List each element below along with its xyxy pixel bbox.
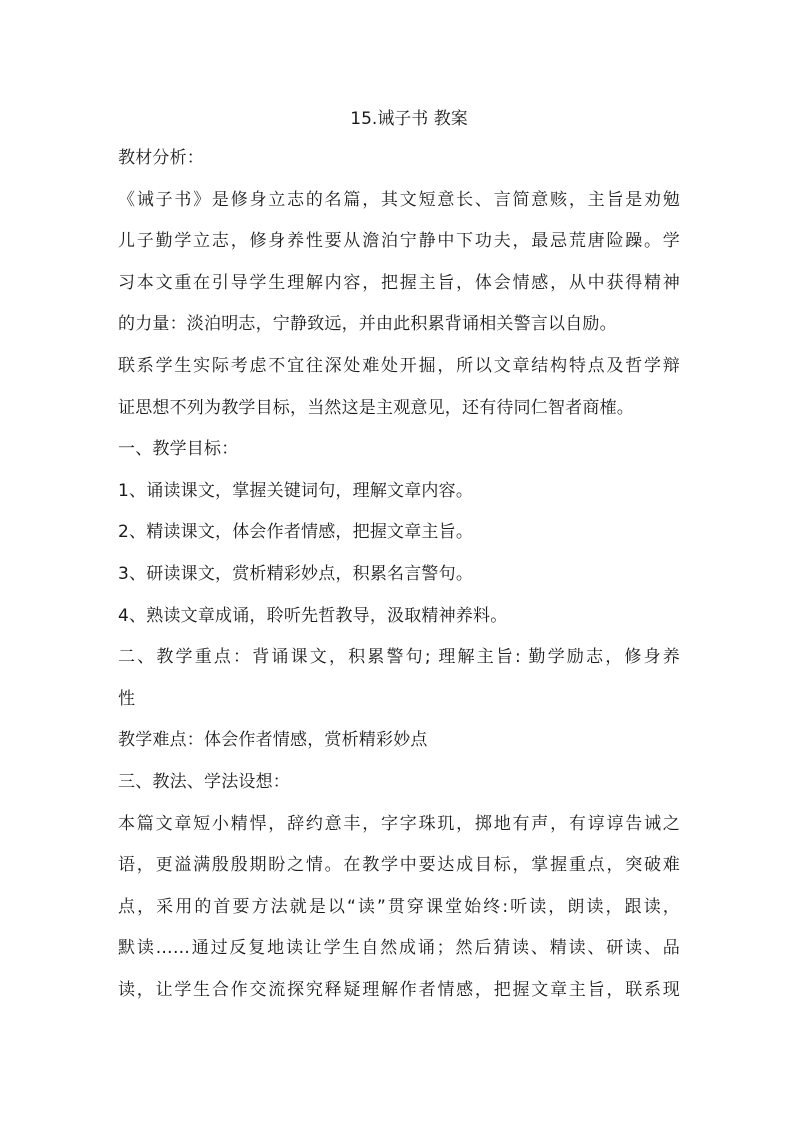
text-line: 本篇文章短小精悍，辞约意丰，字字珠玑，掷地有声，有谆谆告诫之 xyxy=(118,813,680,834)
list-item: 3、研读课文，赏析精彩妙点，积累名言警句。 xyxy=(118,563,474,584)
section-heading: 二、教学重点：背诵课文，积累警句; 理解主旨: 勤学励志，修身养 xyxy=(118,647,680,668)
document-title: 15.诫子书 教案 xyxy=(350,109,468,129)
text-line: 性 xyxy=(118,688,136,709)
document-body xyxy=(118,100,680,1011)
text-line: 《诫子书》是修身立志的名篇，其文短意长、言简意赅，主旨是劝勉 xyxy=(118,189,680,210)
list-item: 4、熟读文章成诵，聆听先哲教导，汲取精神养料。 xyxy=(118,605,508,626)
list-item: 1、诵读课文，掌握关键词句，理解文章内容。 xyxy=(118,480,474,501)
text-line: 语，更溢满殷殷期盼之情。在教学中要达成目标，掌握重点，突破难 xyxy=(118,855,680,876)
text-line: 联系学生实际考虑不宜往深处难处开掘，所以文章结构特点及哲学辩 xyxy=(118,355,680,376)
text-line: 教学难点：体会作者情感，赏析精彩妙点 xyxy=(118,730,428,751)
text-line: 点，采用的首要方法就是以“读”贯穿课堂始终:听读，朗读，跟读， xyxy=(118,896,680,917)
document-text xyxy=(118,138,680,1011)
list-item: 2、精读课文，体会作者情感，把握文章主旨。 xyxy=(118,522,474,543)
section-heading: 三、教法、学法设想： xyxy=(118,771,290,792)
text-line: 儿子勤学立志，修身养性要从澹泊宁静中下功夫，最忌荒唐险躁。学 xyxy=(118,231,680,252)
text-line: 教材分析： xyxy=(118,148,204,168)
text-line: 默读……通过反复地读让学生自然成诵；然后猜读、精读、研读、品 xyxy=(118,938,680,959)
text-line: 的力量：淡泊明志，宁静致远，并由此积累背诵相关警言以自励。 xyxy=(118,314,617,335)
text-line: 读，让学生合作交流探究释疑理解作者情感，把握文章主旨，联系现 xyxy=(118,979,680,1000)
text-line: 习本文重在引导学生理解内容，把握主旨，体会情感，从中获得精神 xyxy=(118,272,680,293)
text-line: 证思想不列为教学目标，当然这是主观意见，还有待同仁智者商榷。 xyxy=(118,397,634,418)
section-heading: 一、教学目标： xyxy=(118,439,239,460)
